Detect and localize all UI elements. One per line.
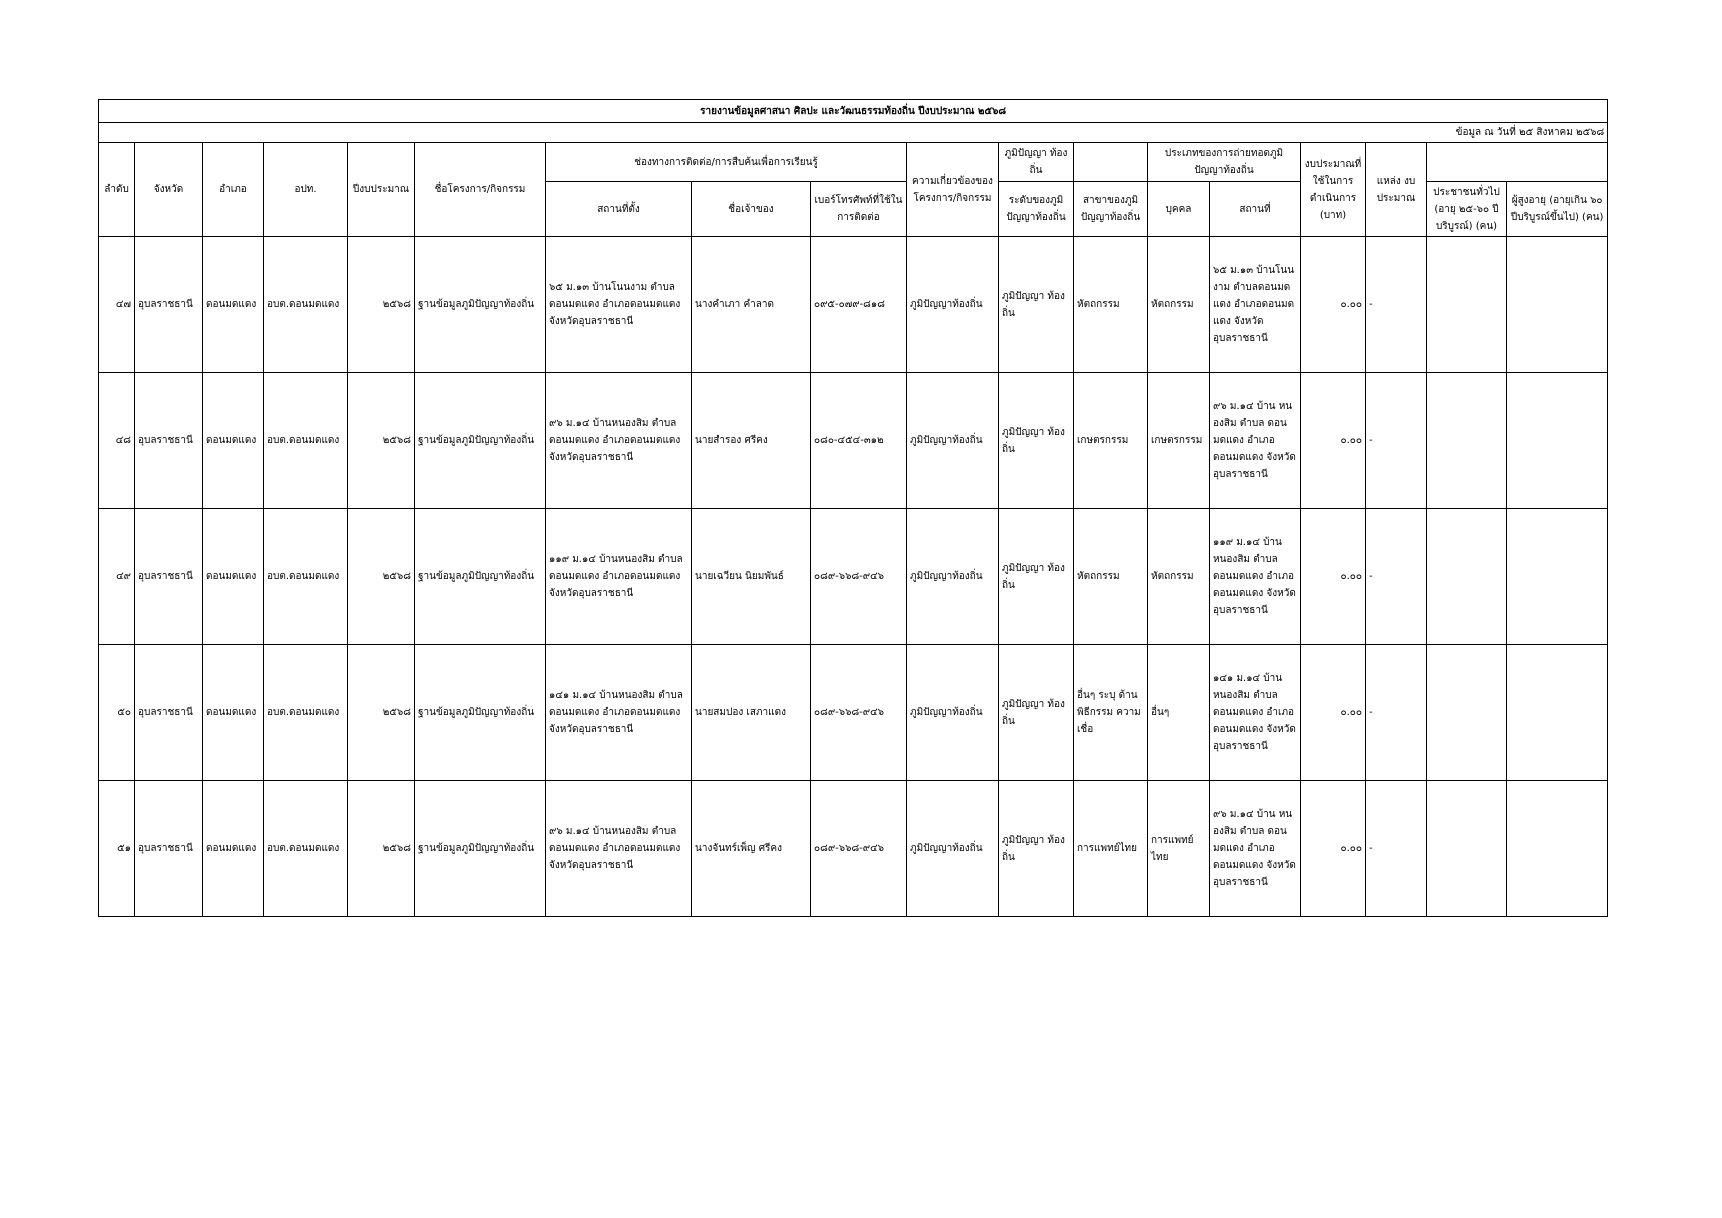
cell-budget: ๐.๐๐ <box>1301 781 1366 917</box>
header-wisdom-level: ระดับของภูมิ ปัญญาท้องถิ่น <box>999 182 1074 237</box>
header-owner: ชื่อเจ้าของ <box>692 182 811 237</box>
cell-budget: ๐.๐๐ <box>1301 645 1366 781</box>
header-transfer-place: สถานที่ <box>1210 182 1301 237</box>
header-transfer-group: ประเภทของการถ่ายทอดภูมิ ปัญญาท้องถิ่น <box>1148 143 1301 182</box>
table-row <box>99 645 1608 781</box>
cell-lao: อบต.ดอนมดแดง <box>264 373 348 509</box>
cell-source: - <box>1366 645 1427 781</box>
header-district: อำเภอ <box>203 143 264 237</box>
cell-owner: นางคำเภา คำลาด <box>692 237 811 373</box>
report-sheet <box>98 99 1607 917</box>
cell-budget: ๐.๐๐ <box>1301 509 1366 645</box>
cell-general-public <box>1427 237 1507 373</box>
cell-no: ๔๘ <box>99 373 135 509</box>
table-row <box>99 237 1608 373</box>
cell-lao: อบต.ดอนมดแดง <box>264 509 348 645</box>
cell-general-public <box>1427 373 1507 509</box>
cell-source: - <box>1366 373 1427 509</box>
cell-fiscal-year: ๒๕๖๘ <box>348 645 415 781</box>
cell-source: - <box>1366 237 1427 373</box>
cell-owner: นายสมปอง เสภาแดง <box>692 645 811 781</box>
report-title: รายงานข้อมูลศาสนา ศิลปะ และวัฒนธรรมท้องถิ่น ปีงบประมาณ ๒๕๖๘ <box>99 100 1608 123</box>
cell-project: ฐานข้อมูลภูมิปัญญาท้องถิ่น <box>415 237 546 373</box>
cell-source: - <box>1366 781 1427 917</box>
cell-wisdom-level: ภูมิปัญญา ท้องถิ่น <box>999 645 1074 781</box>
cell-fiscal-year: ๒๕๖๘ <box>348 237 415 373</box>
cell-province: อุบลราชธานี <box>135 373 203 509</box>
cell-district: ดอนมดแดง <box>203 237 264 373</box>
cell-fiscal-year: ๒๕๖๘ <box>348 781 415 917</box>
cell-district: ดอนมดแดง <box>203 645 264 781</box>
report-table <box>98 99 1608 917</box>
table-row <box>99 509 1608 645</box>
cell-district: ดอนมดแดง <box>203 509 264 645</box>
cell-location: ๖๕ ม.๑๓ บ้านโนนงาม ตำบล ดอนมดแดง อำเภอดอนมดแดง จังหวัดอุบลราชธานี <box>546 237 692 373</box>
header-source: แหล่ง งบประมาณ <box>1366 143 1427 237</box>
cell-lao: อบต.ดอนมดแดง <box>264 645 348 781</box>
cell-province: อุบลราชธานี <box>135 645 203 781</box>
cell-source: - <box>1366 509 1427 645</box>
cell-location: ๑๔๑ ม.๑๔ บ้านหนองสิม ตำบล ดอนมดแดง อำเภอดอนมดแดง จังหวัดอุบลราชธานี <box>546 645 692 781</box>
header-contact-group: ช่องทางการติดต่อ/การสืบค้นเพื่อการเรียนรู้ <box>546 143 907 182</box>
cell-no: ๔๙ <box>99 509 135 645</box>
cell-general-public <box>1427 645 1507 781</box>
cell-elderly <box>1507 509 1608 645</box>
cell-wisdom-branch: อื่นๆ ระบุ ด้าน พิธีกรรม ความ เชื่อ <box>1074 645 1148 781</box>
cell-no: ๕๐ <box>99 645 135 781</box>
cell-relevance: ภูมิปัญญาท้องถิ่น <box>907 373 999 509</box>
header-fiscal-year: ปีงบประมาณ <box>348 143 415 237</box>
header-general-public: ประชาชนทั่วไป (อายุ ๒๕-๖๐ ปี บริบูรณ์) (คน) <box>1427 182 1507 237</box>
cell-budget: ๐.๐๐ <box>1301 237 1366 373</box>
cell-no: ๕๑ <box>99 781 135 917</box>
cell-phone: ๐๘๙-๖๖๘-๙๔๖ <box>811 781 907 917</box>
cell-wisdom-level: ภูมิปัญญา ท้องถิ่น <box>999 781 1074 917</box>
header-wisdom-group: ภูมิปัญญา ท้องถิ่น <box>999 143 1074 182</box>
cell-general-public <box>1427 781 1507 917</box>
cell-no: ๔๗ <box>99 237 135 373</box>
header-budget: งบประมาณที่ ใช้ในการ ดำเนินการ (บาท) <box>1301 143 1366 237</box>
cell-transfer-place: ๑๔๑ ม.๑๔ บ้าน หนองสิม ตำบล ดอนมดแดง อำเภอดอนมดแดง จังหวัดอุบลราชธานี <box>1210 645 1301 781</box>
cell-transfer-place: ๖๕ ม.๑๓ บ้านโนน งาม ตำบลดอนมด แดง อำเภอดอนมด แดง จังหวัด อุบลราชธานี <box>1210 237 1301 373</box>
cell-elderly <box>1507 373 1608 509</box>
cell-wisdom-branch: เกษตรกรรม <box>1074 373 1148 509</box>
header-relevance: ความเกี่ยวข้องของ โครงการ/กิจกรรม <box>907 143 999 237</box>
cell-transfer-person: หัตถกรรม <box>1148 237 1210 373</box>
cell-elderly <box>1507 237 1608 373</box>
cell-phone: ๐๙๕-๐๗๙-๘๑๘ <box>811 237 907 373</box>
cell-fiscal-year: ๒๕๖๘ <box>348 373 415 509</box>
cell-wisdom-level: ภูมิปัญญา ท้องถิ่น <box>999 373 1074 509</box>
cell-owner: นายเฉวียน นิยมพันธ์ <box>692 509 811 645</box>
cell-wisdom-branch: การแพทย์ไทย <box>1074 781 1148 917</box>
cell-elderly <box>1507 781 1608 917</box>
header-no: ลำดับ <box>99 143 135 237</box>
cell-project: ฐานข้อมูลภูมิปัญญาท้องถิ่น <box>415 645 546 781</box>
cell-relevance: ภูมิปัญญาท้องถิ่น <box>907 237 999 373</box>
cell-location: ๙๖ ม.๑๔ บ้านหนองสิม ตำบล ดอนมดแดง อำเภอดอนมดแดง จังหวัดอุบลราชธานี <box>546 781 692 917</box>
cell-phone: ๐๘๙-๖๖๘-๙๔๖ <box>811 509 907 645</box>
cell-province: อุบลราชธานี <box>135 781 203 917</box>
cell-project: ฐานข้อมูลภูมิปัญญาท้องถิ่น <box>415 781 546 917</box>
cell-location: ๙๖ ม.๑๔ บ้านหนองสิม ตำบล ดอนมดแดง อำเภอดอนมดแดง จังหวัดอุบลราชธานี <box>546 373 692 509</box>
cell-wisdom-branch: หัตถกรรม <box>1074 237 1148 373</box>
header-lao: อปท. <box>264 143 348 237</box>
cell-wisdom-level: ภูมิปัญญา ท้องถิ่น <box>999 237 1074 373</box>
cell-province: อุบลราชธานี <box>135 237 203 373</box>
cell-province: อุบลราชธานี <box>135 509 203 645</box>
header-blank <box>1074 143 1148 182</box>
cell-elderly <box>1507 645 1608 781</box>
table-row <box>99 781 1608 917</box>
header-elderly: ผู้สูงอายุ (อายุเกิน ๖๐ ปีบริบูรณ์ขึ้นไป) (คน) <box>1507 182 1608 237</box>
cell-project: ฐานข้อมูลภูมิปัญญาท้องถิ่น <box>415 509 546 645</box>
cell-project: ฐานข้อมูลภูมิปัญญาท้องถิ่น <box>415 373 546 509</box>
cell-relevance: ภูมิปัญญาท้องถิ่น <box>907 509 999 645</box>
table-row <box>99 373 1608 509</box>
cell-phone: ๐๘๐-๔๕๔-๓๑๒ <box>811 373 907 509</box>
cell-transfer-person: เกษตรกรรม <box>1148 373 1210 509</box>
cell-relevance: ภูมิปัญญาท้องถิ่น <box>907 781 999 917</box>
cell-wisdom-level: ภูมิปัญญา ท้องถิ่น <box>999 509 1074 645</box>
cell-lao: อบต.ดอนมดแดง <box>264 781 348 917</box>
cell-owner: นางจันทร์เพ็ญ ศรีคง <box>692 781 811 917</box>
cell-district: ดอนมดแดง <box>203 781 264 917</box>
cell-phone: ๐๘๙-๖๖๘-๙๔๖ <box>811 645 907 781</box>
cell-location: ๑๑๙ ม.๑๔ บ้านหนองสิม ตำบล ดอนมดแดง อำเภอดอนมดแดง จังหวัดอุบลราชธานี <box>546 509 692 645</box>
cell-transfer-place: ๙๖ ม.๑๔ บ้าน หนองสิม ตำบล ดอนมดแดง อำเภอ ดอนมดแดง จังหวัด อุบลราชธานี <box>1210 781 1301 917</box>
header-transfer-person: บุคคล <box>1148 182 1210 237</box>
cell-relevance: ภูมิปัญญาท้องถิ่น <box>907 645 999 781</box>
header-location: สถานที่ตั้ง <box>546 182 692 237</box>
cell-lao: อบต.ดอนมดแดง <box>264 237 348 373</box>
cell-transfer-person: หัตถกรรม <box>1148 509 1210 645</box>
header-participants-blank <box>1427 143 1608 182</box>
header-project: ชื่อโครงการ/กิจกรรม <box>415 143 546 237</box>
as-of-date: ข้อมูล ณ วันที่ ๒๕ สิงหาคม ๒๕๖๘ <box>99 123 1608 143</box>
header-phone: เบอร์โทรศัพท์ที่ใช้ใน การติดต่อ <box>811 182 907 237</box>
cell-transfer-person: การแพทย์ ไทย <box>1148 781 1210 917</box>
cell-budget: ๐.๐๐ <box>1301 373 1366 509</box>
header-wisdom-branch: สาขาของภูมิ ปัญญาท้องถิ่น <box>1074 182 1148 237</box>
cell-transfer-place: ๑๑๙ ม.๑๔ บ้าน หนองสิม ตำบล ดอนมดแดง อำเภอ ดอนมดแดง จังหวัด อุบลราชธานี <box>1210 509 1301 645</box>
cell-wisdom-branch: หัตถกรรม <box>1074 509 1148 645</box>
header-province: จังหวัด <box>135 143 203 237</box>
cell-transfer-place: ๙๖ ม.๑๔ บ้าน หนองสิม ตำบล ดอนมดแดง อำเภอ ดอนมดแดง จังหวัด อุบลราชธานี <box>1210 373 1301 509</box>
cell-owner: นายสำรอง ศรีคง <box>692 373 811 509</box>
cell-transfer-person: อื่นๆ <box>1148 645 1210 781</box>
cell-general-public <box>1427 509 1507 645</box>
cell-fiscal-year: ๒๕๖๘ <box>348 509 415 645</box>
cell-district: ดอนมดแดง <box>203 373 264 509</box>
